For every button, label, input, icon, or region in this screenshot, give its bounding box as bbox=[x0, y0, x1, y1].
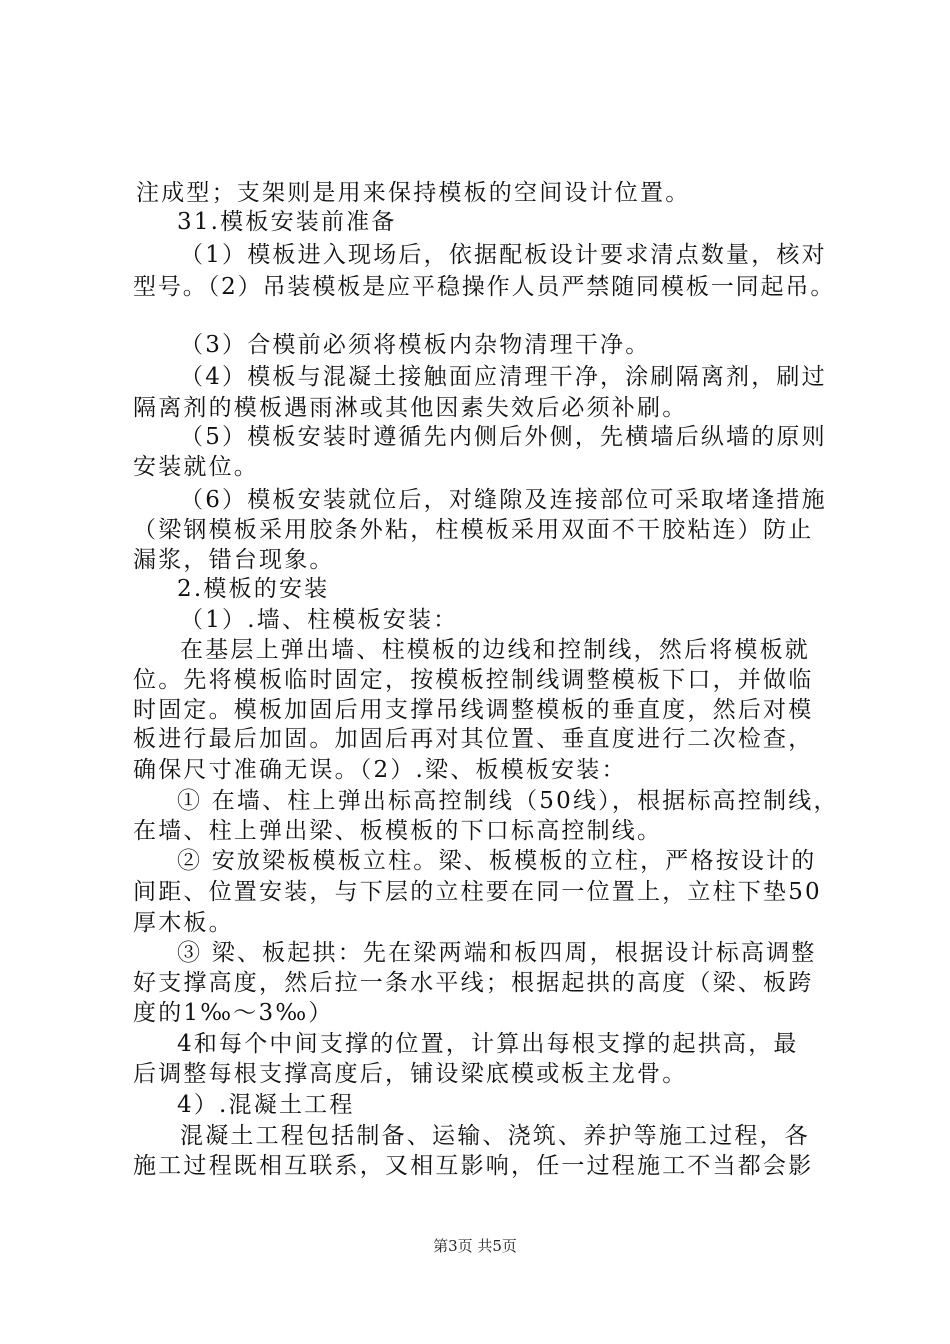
text-line: （5）模板安装时遵循先内侧后外侧，先横墙后纵墙的原则 bbox=[180, 424, 827, 450]
text-line: ② 安放梁板模板立柱。梁、板模板的立柱，严格按设计的 bbox=[177, 848, 817, 874]
text-line: 确保尺寸准确无误。（2）.梁、板模板安装： bbox=[133, 757, 627, 783]
text-line: 度的1‰～3‰） bbox=[133, 1000, 334, 1026]
text-line: 厚木板。 bbox=[133, 910, 234, 936]
text-line: 漏浆，错台现象。 bbox=[133, 547, 335, 573]
text-line: ③ 梁、板起拱：先在梁两端和板四周，根据设计标高调整 bbox=[177, 940, 817, 966]
section-heading: 4）.混凝土工程 bbox=[177, 1092, 355, 1118]
text-line: 型号。（2）吊装模板是应平稳操作人员严禁随同模板一同起吊。 bbox=[133, 274, 836, 300]
subsection-heading: （1）.墙、柱模板安装： bbox=[180, 607, 459, 633]
section-heading: 31.模板安装前准备 bbox=[177, 209, 397, 235]
text-line: 安装就位。 bbox=[133, 454, 259, 480]
page-footer: 第3页 共5页 bbox=[433, 1237, 517, 1255]
text-line: （1）模板进入现场后，依据配板设计要求清点数量，核对 bbox=[180, 242, 827, 268]
text-line: 隔离剂的模板遇雨淋或其他因素失效后必须补刷。 bbox=[133, 395, 688, 421]
text-line: 施工过程既相互联系，又相互影响，任一过程施工不当都会影 bbox=[133, 1153, 814, 1179]
text-line: （6）模板安装就位后，对缝隙及连接部位可采取堵逢措施 bbox=[180, 487, 827, 513]
text-line: 后调整每根支撑高度后，铺设梁底模或板主龙骨。 bbox=[133, 1061, 688, 1087]
text-line: 好支撑高度，然后拉一条水平线；根据起拱的高度（梁、板跨 bbox=[133, 970, 814, 996]
text-line: 在墙、柱上弹出梁、板模板的下口标高控制线。 bbox=[133, 818, 663, 844]
text-line: 4和每个中间支撑的位置，计算出每根支撑的起拱高，最 bbox=[177, 1031, 799, 1057]
text-line: ① 在墙、柱上弹出标高控制线（50线），根据标高控制线， bbox=[177, 788, 839, 814]
text-line: 在基层上弹出墙、柱模板的边线和控制线，然后将模板就 bbox=[180, 637, 810, 663]
text-line: 板进行最后加固。加固后再对其位置、垂直度进行二次检查， bbox=[133, 726, 814, 752]
section-heading: 2.模板的安装 bbox=[177, 576, 330, 602]
text-line: （梁钢模板采用胶条外粘，柱模板采用双面不干胶粘连）防止 bbox=[133, 517, 814, 543]
text-line: 混凝土工程包括制备、运输、浇筑、养护等施工过程，各 bbox=[180, 1123, 810, 1149]
text-line: （4）模板与混凝土接触面应清理干净，涂刷隔离剂，刷过 bbox=[180, 364, 827, 390]
text-line: 时固定。模板加固后用支撑吊线调整模板的垂直度，然后对模 bbox=[133, 697, 814, 723]
text-line: 注成型；支架则是用来保持模板的空间设计位置。 bbox=[136, 180, 691, 206]
text-line: （3）合模前必须将模板内杂物清理干净。 bbox=[180, 332, 651, 358]
text-line: 位。先将模板临时固定，按模板控制线调整模板下口，并做临 bbox=[133, 667, 814, 693]
text-line: 间距、位置安装，与下层的立柱要在同一位置上，立柱下垫50 bbox=[133, 879, 822, 905]
